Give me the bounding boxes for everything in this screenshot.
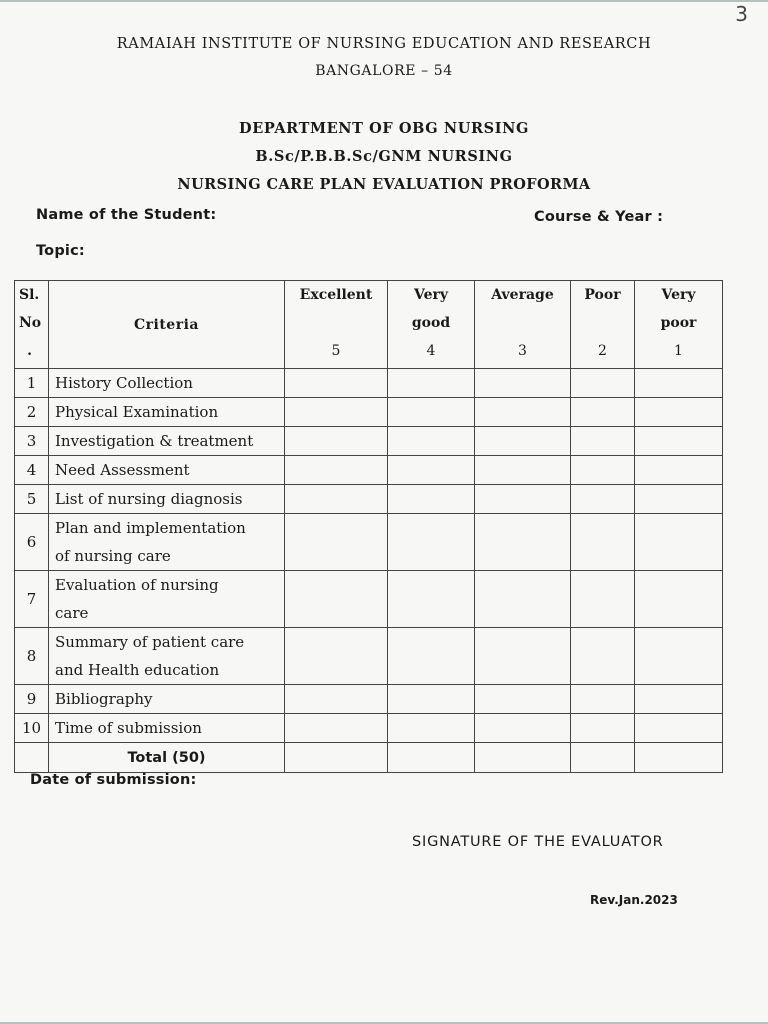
criteria-body [15,369,723,743]
score-cell[interactable] [285,427,388,456]
score-cell[interactable] [388,743,475,773]
score-cell[interactable] [571,514,635,571]
score-cell[interactable] [285,743,388,773]
rating-score: 5 [331,343,341,359]
row-number: 4 [15,456,49,485]
date-of-submission-label: Date of submission: [30,772,197,788]
sl-header-line2: No [19,315,42,331]
rating-score: 3 [518,343,527,359]
score-cell[interactable] [571,714,635,743]
criteria-row [15,571,723,628]
row-number: 3 [15,427,49,456]
score-cell[interactable] [635,369,723,398]
criteria-row [15,714,723,743]
row-number: 8 [15,628,49,685]
department-title: DEPARTMENT OF OBG NURSING [239,120,529,137]
score-cell[interactable] [475,628,571,685]
rating-header-average [475,281,571,369]
score-cell[interactable] [635,398,723,427]
page-number-mark: 3 [735,2,748,26]
criteria-line1: History Collection [55,374,193,392]
criteria-line2: of nursing care [55,547,171,565]
score-cell[interactable] [388,685,475,714]
criteria-line2: care [55,604,89,622]
score-cell[interactable] [571,685,635,714]
score-cell[interactable] [475,485,571,514]
rating-label: Average [491,287,554,303]
score-cell[interactable] [635,628,723,685]
topic-label: Topic: [36,243,85,259]
row-number: 1 [15,369,49,398]
score-cell[interactable] [388,456,475,485]
score-cell[interactable] [571,398,635,427]
rating-header-very-good [388,281,475,369]
criteria-header: Criteria [49,281,285,369]
total-row [15,743,723,773]
score-cell[interactable] [635,743,723,773]
score-cell[interactable] [475,743,571,773]
score-cell[interactable] [388,514,475,571]
row-number: 9 [15,685,49,714]
rating-label2: poor [660,315,697,331]
score-cell[interactable] [388,427,475,456]
course-year-label: Course & Year : [534,209,664,225]
score-cell[interactable] [571,427,635,456]
scan-top-edge [0,0,768,2]
score-cell[interactable] [388,485,475,514]
row-number: 10 [15,714,49,743]
score-cell[interactable] [571,743,635,773]
score-cell[interactable] [285,628,388,685]
score-cell[interactable] [571,628,635,685]
score-cell[interactable] [285,685,388,714]
score-cell[interactable] [475,685,571,714]
score-cell[interactable] [475,427,571,456]
student-name-label: Name of the Student: [36,207,217,223]
rating-label2: good [411,315,451,331]
rating-header-poor [571,281,635,369]
criteria-line2: and Health education [55,661,220,679]
programs-title: B.Sc/P.B.B.Sc/GNM NURSING [255,148,513,165]
criteria-row [15,485,723,514]
score-cell[interactable] [285,485,388,514]
score-cell[interactable] [571,571,635,628]
rating-score: 4 [426,343,436,359]
criteria-row [15,514,723,571]
score-cell[interactable] [475,398,571,427]
sl-header-line1: Sl. [19,287,40,303]
score-cell[interactable] [388,369,475,398]
rating-label: Very [414,287,448,303]
criteria-row [15,369,723,398]
score-cell[interactable] [285,714,388,743]
score-cell[interactable] [475,714,571,743]
rating-label: Very [661,287,696,303]
criteria-line1: Plan and implementation [55,519,246,537]
criteria-text [49,628,285,685]
rating-label: Poor [584,287,621,303]
score-cell[interactable] [285,456,388,485]
score-cell[interactable] [635,427,723,456]
evaluation-table [14,280,723,773]
form-title: NURSING CARE PLAN EVALUATION PROFORMA [177,176,591,193]
score-cell[interactable] [388,571,475,628]
score-cell[interactable] [388,398,475,427]
score-cell[interactable] [388,714,475,743]
score-cell[interactable] [571,485,635,514]
score-cell[interactable] [635,714,723,743]
criteria-text [49,398,285,427]
criteria-text [49,427,285,456]
criteria-line1: Bibliography [55,690,153,708]
row-number: 2 [15,398,49,427]
rating-label: Excellent [299,287,373,303]
criteria-line1: Evaluation of nursing [55,576,219,594]
criteria-text [49,714,285,743]
criteria-line1: Investigation & treatment [55,432,254,450]
score-cell[interactable] [285,398,388,427]
criteria-text [49,456,285,485]
score-cell[interactable] [285,571,388,628]
institute-city: BANGALORE – 54 [315,63,453,79]
row-number: 6 [15,514,49,571]
criteria-text [49,485,285,514]
revision-label: Rev.Jan.2023 [590,893,678,907]
criteria-text [49,685,285,714]
score-cell[interactable] [635,571,723,628]
score-cell[interactable] [475,456,571,485]
criteria-text [49,571,285,628]
score-cell[interactable] [475,571,571,628]
criteria-text [49,514,285,571]
evaluator-signature-label: SIGNATURE OF THE EVALUATOR [412,834,664,850]
criteria-line1: Need Assessment [55,461,190,479]
score-cell[interactable] [635,485,723,514]
criteria-row [15,685,723,714]
rating-score: 2 [598,343,607,359]
total-label: Total (50) [49,743,285,773]
score-cell[interactable] [635,456,723,485]
rating-score: 1 [674,343,683,359]
score-cell[interactable] [635,514,723,571]
row-number: 5 [15,485,49,514]
score-cell[interactable] [571,369,635,398]
table-header-row [15,281,723,369]
rating-header-excellent [285,281,388,369]
score-cell[interactable] [571,456,635,485]
criteria-line1: Summary of patient care [55,633,245,651]
score-cell[interactable] [475,369,571,398]
criteria-line1: Physical Examination [55,403,219,421]
criteria-row [15,398,723,427]
criteria-line1: List of nursing diagnosis [55,490,243,508]
sl-header-line3: . [27,343,32,359]
criteria-row [15,456,723,485]
total-sl-cell [15,743,49,773]
score-cell[interactable] [475,514,571,571]
institute-name: RAMAIAH INSTITUTE OF NURSING EDUCATION AND RESEARCH [116,36,652,52]
criteria-row [15,427,723,456]
score-cell[interactable] [635,685,723,714]
rating-header-very-poor [635,281,723,369]
score-cell[interactable] [388,628,475,685]
score-cell[interactable] [285,369,388,398]
criteria-row [15,628,723,685]
criteria-text [49,369,285,398]
score-cell[interactable] [285,514,388,571]
row-number: 7 [15,571,49,628]
sl-no-header [15,281,49,369]
criteria-line1: Time of submission [55,719,202,737]
